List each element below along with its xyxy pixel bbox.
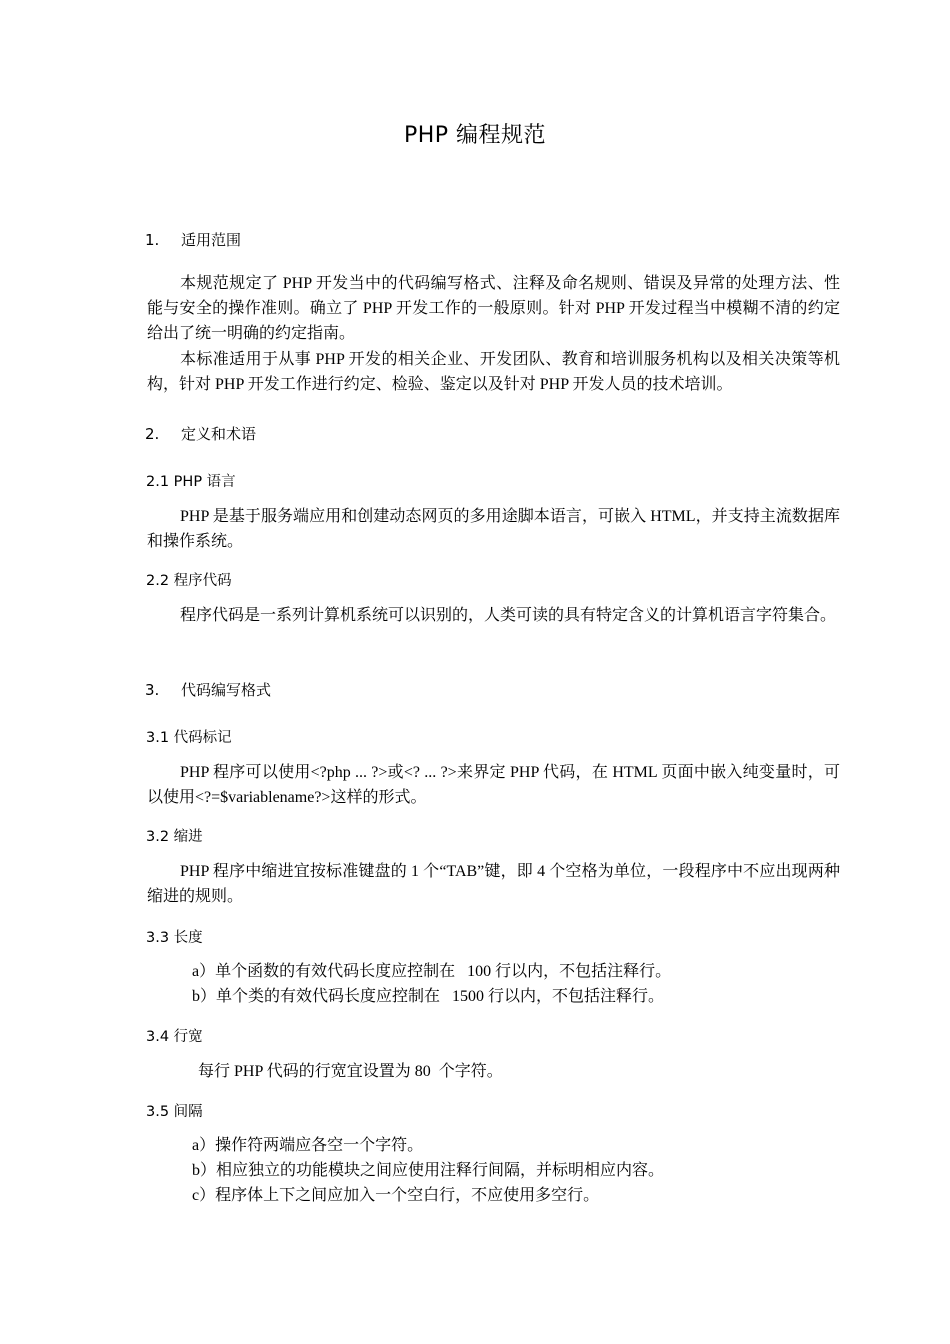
section-number: 1.: [145, 231, 160, 249]
list-item: a）单个函数的有效代码长度应控制在 100 行以内，不包括注释行。: [192, 963, 672, 980]
subsection-3-2-heading: 3.2 缩进: [146, 829, 203, 845]
list-item: c）程序体上下之间应加入一个空白行，不应使用多空行。: [192, 1187, 600, 1204]
section-2-heading: [145, 423, 256, 444]
subsection-2-2-heading: 2.2 程序代码: [146, 573, 232, 589]
subsection-2-1-heading: 2.1 PHP 语言: [146, 474, 236, 490]
subsection-3-1-text: PHP 程序可以使用<?php ... ?>或<? ... ?>来界定 PHP 代码，在 HTML 页面中嵌入纯变量时，可以使用<?=$variablename?>这样的形式。: [147, 764, 840, 806]
section-3-heading: [145, 679, 271, 700]
section-title: 定义和术语: [181, 425, 257, 443]
list-item: b）相应独立的功能模块之间应使用注释行间隔，并标明相应内容。: [192, 1162, 665, 1179]
subsection-3-4-text: 每行 PHP 代码的行宽宜设置为 80 个字符。: [198, 1063, 503, 1080]
list-item: a）操作符两端应各空一个字符。: [192, 1137, 424, 1154]
subsection-3-4-heading: 3.4 行宽: [146, 1029, 203, 1045]
subsection-2-2-text: 程序代码是一系列计算机系统可以识别的，人类可读的具有特定含义的计算机语言字符集合。: [180, 607, 837, 624]
section-title: 代码编写格式: [181, 681, 272, 699]
section-1-paragraph-2: 本标准适用于从事 PHP 开发的相关企业、开发团队、教育和培训服务机构以及相关决策等机构，针对 PHP 开发工作进行约定、检验、鉴定以及针对 PHP 开发人员的技术培训。: [147, 351, 840, 393]
list-item: b）单个类的有效代码长度应控制在 1500 行以内，不包括注释行。: [192, 988, 665, 1005]
section-title: 适用范围: [181, 231, 242, 249]
section-number: 3.: [145, 681, 160, 699]
subsection-3-3-heading: 3.3 长度: [146, 930, 203, 946]
subsection-3-2-text: PHP 程序中缩进宜按标准键盘的 1 个“TAB”键，即 4 个空格为单位，一段程序中不应出现两种缩进的规则。: [147, 863, 840, 905]
section-1-paragraph-1: 本规范规定了 PHP 开发当中的代码编写格式、注释及命名规则、错误及异常的处理方法、性能与安全的操作准则。确立了 PHP 开发工作的一般原则。针对 PHP 开发过程当中模糊不清的约定给出了统一明确的约定指南。: [147, 275, 840, 342]
section-number: 2.: [145, 425, 160, 443]
subsection-3-1-heading: 3.1 代码标记: [146, 730, 232, 746]
subsection-3-5-heading: 3.5 间隔: [146, 1104, 203, 1120]
subsection-2-1-text: PHP 是基于服务端应用和创建动态网页的多用途脚本语言，可嵌入 HTML，并支持主流数据库和操作系统。: [147, 508, 840, 550]
section-1-heading: [145, 229, 241, 250]
document-title: PHP 编程规范: [403, 123, 547, 148]
